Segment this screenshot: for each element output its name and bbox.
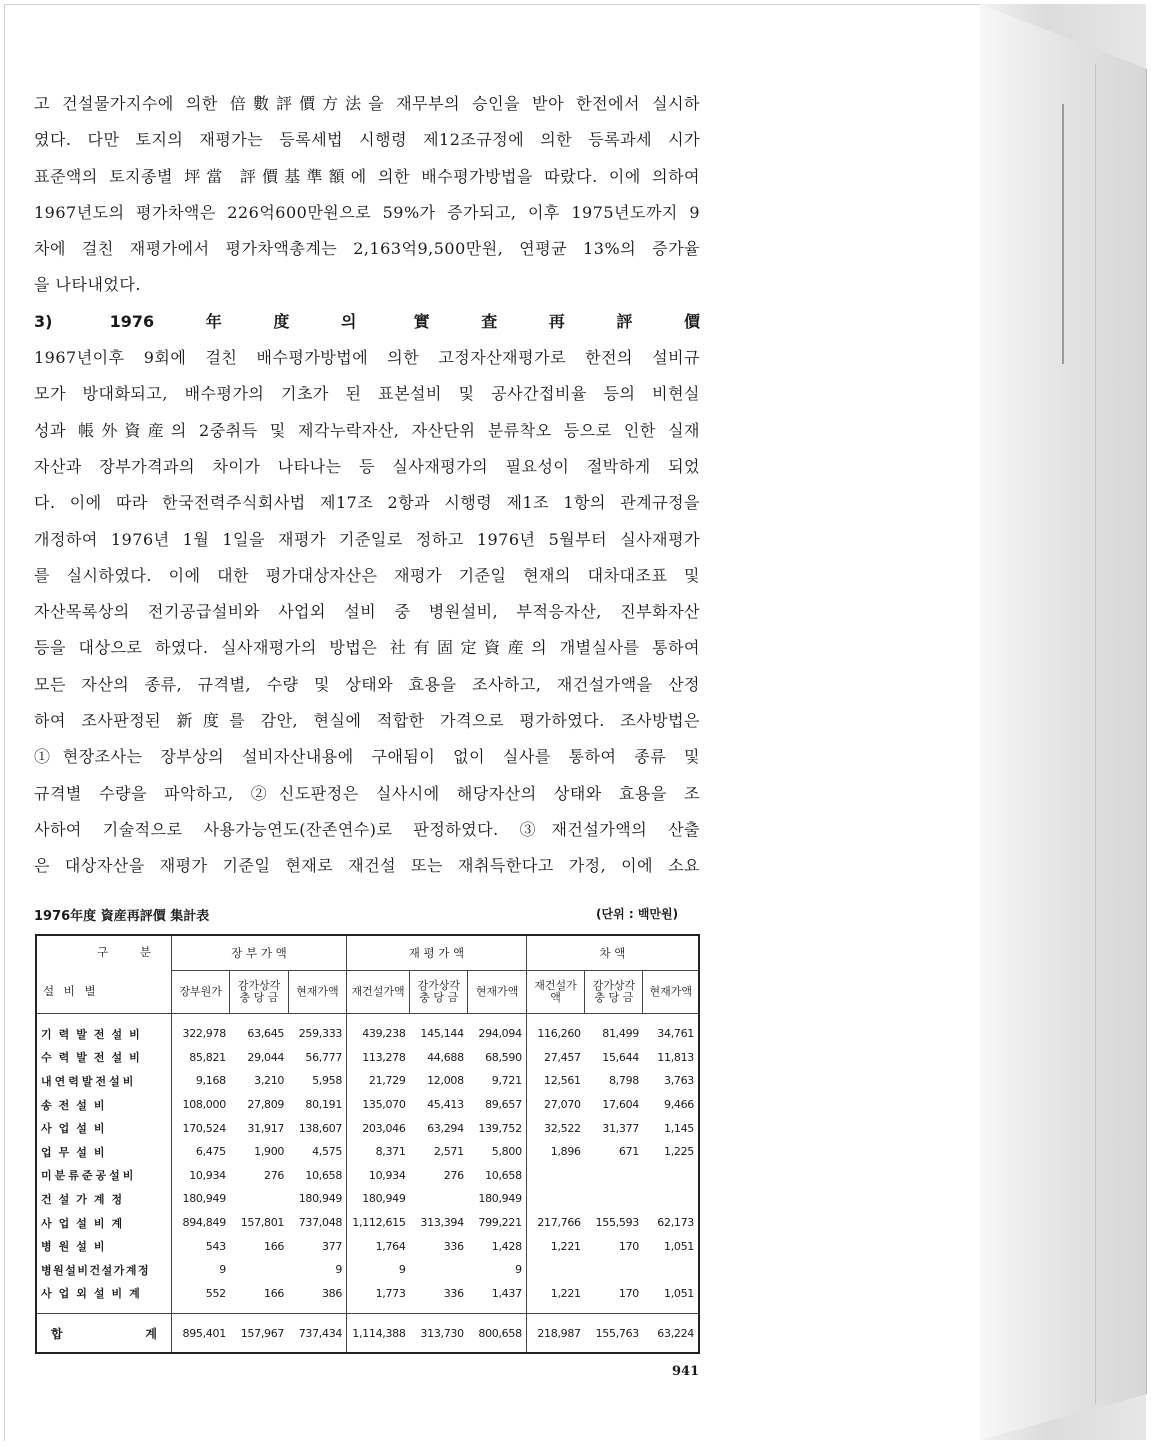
- row-value: 322,978: [182, 1027, 226, 1041]
- row-value: 1,145: [664, 1121, 694, 1135]
- row-value: [585, 1258, 643, 1282]
- row-value: 85,821: [189, 1050, 226, 1064]
- row-label: 병원설비: [36, 1234, 171, 1258]
- row-value: 737,048: [288, 1211, 346, 1235]
- row-value: 3,210: [254, 1074, 285, 1088]
- column-subheader: 재건설가액: [347, 971, 410, 1014]
- text-line: 을 나타내었다.: [34, 275, 141, 295]
- row-value: 170: [618, 1239, 639, 1253]
- row-value: [230, 1187, 288, 1211]
- table-row: [36, 1069, 699, 1093]
- table-row: [36, 1234, 699, 1258]
- row-value: 1,773: [375, 1286, 406, 1300]
- row-value: 6,475: [195, 1145, 226, 1159]
- row-value: 313,730: [410, 1314, 468, 1354]
- table-row: [36, 1116, 699, 1140]
- text-line: 하여 조사판정된 新度를 감안, 현실에 적합한 가격으로 평가하였다. 조사방법은: [34, 711, 700, 731]
- column-subheader: 현재가액: [288, 971, 346, 1014]
- row-value: 894,849: [182, 1216, 226, 1230]
- row-value: [643, 1164, 699, 1188]
- text-line: 사하여 기술적으로 사용가능연도(잔존연수)로 판정하였다. ③재건설가액의 산출: [34, 819, 700, 839]
- book-groove: [1062, 104, 1064, 364]
- table-row: [36, 1164, 699, 1188]
- row-value: 155,593: [595, 1216, 639, 1230]
- row-value: 259,333: [288, 1014, 346, 1046]
- row-value: 2,571: [433, 1145, 464, 1159]
- row-value: 15,644: [602, 1050, 639, 1064]
- row-value: 45,413: [427, 1098, 464, 1112]
- text-line: 규격별 수량을 파악하고, ②신도판정은 실사시에 해당자산의 상태와 효용을 조: [34, 783, 700, 803]
- table-title: 1976年度 資産再評價 集計表: [34, 909, 210, 924]
- row-value: 8,371: [375, 1145, 406, 1159]
- text-line: 자산과 장부가격과의 차이가 나타나는 등 실사재평가의 필요성이 절박하게 되었: [34, 456, 700, 476]
- row-value: 10,658: [288, 1164, 346, 1188]
- row-value: 27,809: [247, 1098, 285, 1112]
- row-value: 81,499: [602, 1027, 639, 1041]
- row-value: 895,401: [171, 1314, 229, 1354]
- row-value: 276: [443, 1168, 464, 1182]
- row-value: 543: [205, 1239, 226, 1253]
- row-value: [643, 1187, 699, 1211]
- page-number: 941: [672, 1364, 700, 1379]
- row-value: 336: [443, 1239, 464, 1253]
- row-value: 9,721: [468, 1069, 526, 1093]
- text-line: 였다. 다만 토지의 재평가는 등록세법 시행령 제12조규정에 의한 등록과세 시가: [34, 130, 700, 150]
- row-value: 166: [264, 1286, 285, 1300]
- table-row: [36, 1258, 699, 1282]
- corner-top-label: 구 분: [97, 945, 165, 959]
- column-subheader: 감가상각 충 당 금: [585, 971, 643, 1014]
- row-value: 1,896: [550, 1145, 581, 1159]
- row-value: 29,044: [247, 1050, 285, 1064]
- table-row: [36, 1211, 699, 1235]
- row-value: [230, 1258, 288, 1282]
- row-value: 89,657: [468, 1093, 526, 1117]
- row-value: [410, 1187, 468, 1211]
- row-value: 180,949: [182, 1192, 226, 1206]
- row-label: 업무설비: [36, 1140, 171, 1164]
- row-value: 116,260: [537, 1027, 581, 1041]
- table-row: [36, 1014, 699, 1046]
- row-value: 21,729: [368, 1074, 406, 1088]
- row-value: 44,688: [427, 1050, 464, 1064]
- group-header-difference: 차 액: [526, 935, 699, 971]
- row-value: 80,191: [288, 1093, 346, 1117]
- row-label: 병원설비건설가계정: [36, 1258, 171, 1282]
- row-value: 170,524: [182, 1121, 226, 1135]
- row-value: 31,917: [247, 1121, 285, 1135]
- paragraph-main: [34, 340, 700, 884]
- row-value: 1,221: [550, 1239, 581, 1253]
- row-label: 사업설비계: [36, 1211, 171, 1235]
- row-value: 3,763: [664, 1074, 694, 1088]
- row-label: 내연력발전설비: [36, 1069, 171, 1093]
- row-value: 552: [205, 1286, 226, 1300]
- row-value: 336: [443, 1286, 464, 1300]
- row-value: 9: [219, 1263, 226, 1277]
- row-value: 31,377: [602, 1121, 639, 1135]
- row-value: 12,008: [427, 1074, 464, 1088]
- row-value: 9,466: [664, 1098, 694, 1112]
- row-value: 203,046: [362, 1121, 406, 1135]
- column-subheader: 감가상각 충 당 금: [230, 971, 288, 1014]
- corner-bottom-label: 설 비 별: [43, 984, 99, 998]
- row-value: 166: [264, 1239, 285, 1253]
- row-value: 294,094: [468, 1014, 526, 1046]
- revaluation-table: [35, 934, 700, 1354]
- column-subheader: 현재가액: [643, 971, 699, 1014]
- row-value: 799,221: [468, 1211, 526, 1235]
- table-corner-cell: [36, 935, 171, 1014]
- row-value: 439,238: [362, 1027, 406, 1041]
- row-value: 113,278: [362, 1050, 406, 1064]
- book-groove-line: [1095, 64, 1096, 1404]
- row-value: 276: [264, 1168, 285, 1182]
- text-line: 은 대상자산을 재평가 기준일 현재로 재건설 또는 재취득한다고 가정, 이에 소요: [34, 856, 700, 876]
- row-value: 32,522: [544, 1121, 581, 1135]
- row-value: 1,051: [664, 1239, 694, 1253]
- row-value: 12,561: [544, 1074, 581, 1088]
- row-label: 합 계: [36, 1314, 171, 1354]
- row-value: 1,428: [468, 1234, 526, 1258]
- row-value: 9: [288, 1258, 346, 1282]
- row-value: 217,766: [537, 1216, 581, 1230]
- table-row: [36, 1187, 699, 1211]
- row-value: 27,070: [544, 1098, 581, 1112]
- row-value: 1,225: [664, 1145, 694, 1159]
- row-value: 135,070: [362, 1098, 406, 1112]
- row-value: 17,604: [602, 1098, 639, 1112]
- text-line: 성과 帳外資産의 2중취득 및 제각누락자산, 자산단위 분류착오 등으로 인한 실재: [34, 420, 700, 440]
- text-line: 표준액의 토지종별 坪當 評價基準額에 의한 배수평가방법을 따랐다. 이에 의하여: [34, 166, 700, 186]
- text-line: 1967년도의 평가차액은 226억600만원으로 59%가 증가되고, 이후 1975년도까지 9: [34, 202, 700, 222]
- row-value: 800,658: [468, 1314, 526, 1354]
- text-line: 차에 걸친 재평가에서 평가차액총계는 2,163억9,500만원, 연평균 13%의 증가율: [34, 239, 700, 259]
- group-header-revalued: 재 평 가 액: [347, 935, 527, 971]
- text-line: 를 실시하였다. 이에 대한 평가대상자산은 재평가 기준일 현재의 대차대조표 및: [34, 565, 700, 585]
- column-subheader: 감가상각 충 당 금: [410, 971, 468, 1014]
- row-value: [643, 1258, 699, 1282]
- table-unit: (단위 : 백만원): [596, 907, 679, 921]
- row-value: 63,294: [427, 1121, 464, 1135]
- row-value: 63,645: [247, 1027, 285, 1041]
- row-value: 671: [618, 1145, 639, 1159]
- row-label: 송전설비: [36, 1093, 171, 1117]
- row-value: 180,949: [362, 1192, 406, 1206]
- row-value: 1,900: [254, 1145, 285, 1159]
- row-value: 145,144: [420, 1027, 464, 1041]
- row-label: 사업외설비계: [36, 1282, 171, 1314]
- row-value: 27,457: [544, 1050, 581, 1064]
- row-value: 9,168: [195, 1074, 226, 1088]
- text-line: 등을 대상으로 하였다. 실사재평가의 방법은 社有固定資産의 개별실사를 통하여: [34, 638, 700, 658]
- row-value: 155,763: [585, 1314, 643, 1354]
- row-value: 377: [288, 1234, 346, 1258]
- row-value: 180,949: [468, 1187, 526, 1211]
- row-value: 1,221: [550, 1286, 581, 1300]
- row-value: 218,987: [526, 1314, 584, 1354]
- row-value: [410, 1258, 468, 1282]
- row-value: 4,575: [288, 1140, 346, 1164]
- text-line: 다. 이에 따라 한국전력주식회사법 제17조 2항과 시행령 제1조 1항의 관계규정을: [34, 493, 700, 513]
- table-row: [36, 1093, 699, 1117]
- row-value: 1,114,388: [347, 1314, 410, 1354]
- total-row: [36, 1314, 699, 1354]
- row-value: [526, 1164, 584, 1188]
- row-value: 8,798: [608, 1074, 639, 1088]
- row-value: 139,752: [468, 1116, 526, 1140]
- row-label: 사업설비: [36, 1116, 171, 1140]
- text-line: ①현장조사는 장부상의 설비자산내용에 구애됨이 없이 실사를 통하여 종류 및: [34, 747, 700, 767]
- row-value: 138,607: [288, 1116, 346, 1140]
- table-row: [36, 1282, 699, 1314]
- row-value: 1,764: [375, 1239, 406, 1253]
- text-line: 고 건설물가지수에 의한 倍數評價方法을 재무부의 승인을 받아 한전에서 실시하: [34, 94, 700, 113]
- row-value: 68,590: [468, 1046, 526, 1070]
- row-value: [585, 1187, 643, 1211]
- row-value: 9: [468, 1258, 526, 1282]
- row-value: [526, 1187, 584, 1211]
- row-value: 170: [618, 1286, 639, 1300]
- row-value: 10,934: [189, 1168, 226, 1182]
- table-row: [36, 1140, 699, 1164]
- row-value: 11,813: [657, 1050, 694, 1064]
- row-value: 386: [288, 1282, 346, 1314]
- row-value: 737,434: [288, 1314, 346, 1354]
- column-subheader: 장부원가: [171, 971, 229, 1014]
- row-value: 1,112,615: [352, 1216, 406, 1230]
- row-value: 56,777: [288, 1046, 346, 1070]
- row-value: 1,437: [468, 1282, 526, 1314]
- row-label: 건설가계정: [36, 1187, 171, 1211]
- row-value: 5,800: [468, 1140, 526, 1164]
- row-value: 63,224: [643, 1314, 699, 1354]
- row-value: 108,000: [182, 1098, 226, 1112]
- group-header-book-value: 장 부 가 액: [171, 935, 346, 971]
- text-line: 모든 자산의 종류, 규격별, 수량 및 상태와 효용을 조사하고, 재건설가액을 산정: [34, 674, 700, 694]
- row-value: 5,958: [288, 1069, 346, 1093]
- section-heading: 3) 1976年度의 實査再評價: [34, 311, 700, 331]
- row-value: 34,761: [657, 1027, 694, 1041]
- row-label: 수력발전설비: [36, 1046, 171, 1070]
- row-value: 180,949: [288, 1187, 346, 1211]
- column-subheader: 재건설가액: [526, 971, 584, 1014]
- row-value: 10,934: [368, 1168, 406, 1182]
- text-line: 1967년이후 9회에 걸친 배수평가방법에 의한 고정자산재평가로 한전의 설비규: [34, 348, 700, 368]
- row-value: 157,967: [230, 1314, 288, 1354]
- row-value: 9: [398, 1263, 406, 1277]
- paragraph-intro: [34, 86, 700, 304]
- book-page-edge: [980, 4, 1146, 1440]
- row-value: 10,658: [468, 1164, 526, 1188]
- column-subheader: 현재가액: [468, 971, 526, 1014]
- row-value: 1,051: [664, 1286, 694, 1300]
- row-value: [585, 1164, 643, 1188]
- row-value: [526, 1258, 584, 1282]
- row-value: 62,173: [657, 1216, 694, 1230]
- row-value: 313,394: [420, 1216, 464, 1230]
- row-label: 미분류준공설비: [36, 1164, 171, 1188]
- table-row: [36, 1046, 699, 1070]
- text-line: 모가 방대화되고, 배수평가의 기초가 된 표본설비 및 공사간접비율 등의 비현실: [34, 384, 700, 404]
- text-line: 자산목록상의 전기공급설비와 사업외 설비 중 병원설비, 부적응자산, 진부화자산: [34, 602, 700, 622]
- body-text: [34, 86, 700, 885]
- text-line: 개정하여 1976년 1월 1일을 재평가 기준일로 정하고 1976년 5월부터 실사재평가: [34, 529, 700, 549]
- row-label: 기력발전설비: [36, 1014, 171, 1046]
- row-value: 157,801: [240, 1216, 285, 1230]
